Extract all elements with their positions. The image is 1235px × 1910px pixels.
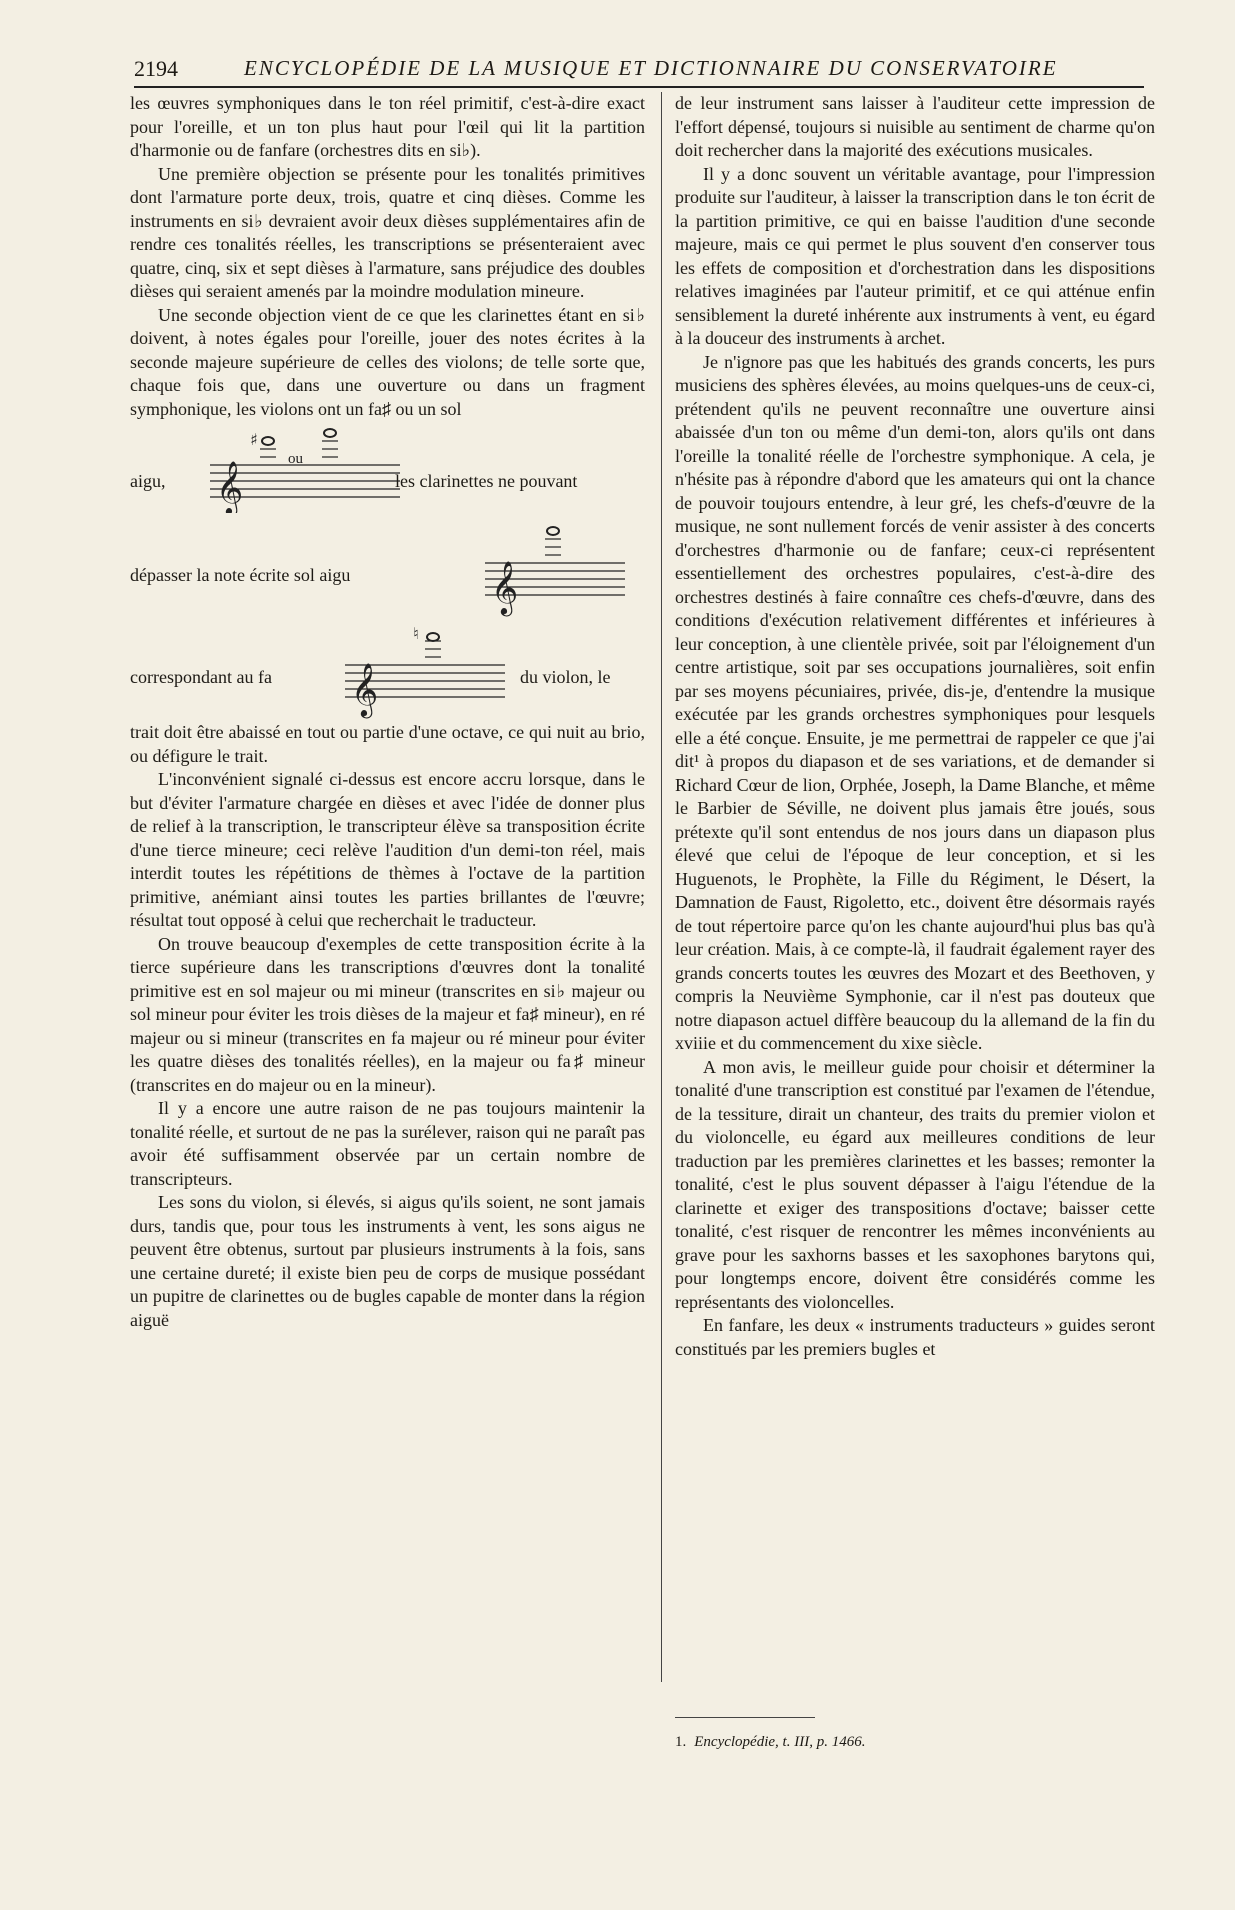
paragraph: Il y a donc souvent un véritable avantage, pour l'impression produite sur l'auditeur, à laisser la transcription dans le ton écrit de la partition primitive, ce qui en baisse l'audition d'une seconde majeure, mais ce qui permet le plus souvent d'en conserver tous les effets de composition et d'orchestration dans les dispositions relatives imaginées par l'auteur primitif, et ce qui atténue enfin sensiblement la dureté inhérente aux instruments à vent, eu égard à la douceur des instruments à archet. (675, 163, 1155, 348)
paragraph: En fanfare, les deux « instruments traducteurs » guides seront constitués par les premiers bugles et (675, 1315, 1155, 1359)
page-number: 2194 (134, 56, 178, 81)
paragraph: Je n'ignore pas que les habitués des grands concerts, les purs musiciens des sphères élevées, au moins quelques-uns de ceux-ci, prétendent qu'ils ne peuvent reconnaître une ouverture ainsi abaissée d'un ton ou même d'un demi-ton, alors qu'ils ont dans l'oreille la tonalité réelle de l'orchestre symphonique. A cela, je n'hésite pas à répondre d'abord que les amateurs qui ont la chance de pouvoir toujours entendre, à leur gré, les chefs-d'œuvre de la musique, ne sont nullement forcés de venir assister à des concerts d'orchestres d'harmonie ou de fanfare; ceux-ci représentent essentiellement des orchestres populaires, c'est-à-dire des orchestres destinés à faire connaître ces chefs-d'œuvre, dans des conditions d'exécution relativement différentes et inférieures à leur conception, à une clientèle privée, soit par l'éloignement d'un centre artistique, soit par ses occupations journalières, soit enfin par ses moyens pécuniaires, privée, dis-je, d'entendre la musique exécutée par les grands orchestres symphoniques pour lesquels elle a été conçue. Ensuite, je me permettrai de rappeler ce que j'ai dit¹ à propos du diapason et de ses variations, et de demander si Richard Cœur de lion, Orphée, Joseph, la Dame Blanche, et même le Barbier de Séville, ne doivent plus jamais être joués, sous prétexte qu'il sont entendus de nos jours dans un diapason plus élevé que celui de l'époque de leur conception, et si les Huguenots, le Prophète, la Fille du Régiment, le Désert, la Damnation de Faust, Rigoletto, etc., doivent être désormais rayés de tout répertoire parce qu'on les chante aujourd'hui plus bas qu'à leur création. Mais, à ce compte-là, il faudrait également rayer des grands concerts toutes les œuvres des Mozart et des Beethoven, y compris la Neuvième Symphonie, car il n'est pas douteux que notre diapason actuel diffère beaucoup du la allemand de la fin du xviiie et du commencement du xixe siècle. (675, 351, 1155, 1053)
paragraph: On trouve beaucoup d'exemples de cette transposition écrite à la tierce supérieure dans les transcriptions d'œuvres dont la tonalité primitive est en sol majeur ou mi mineur (transcrites en si♭ majeur ou sol mineur pour éviter les trois dièses de la majeur et fa♯ mineur), en ré majeur ou si mineur (transcrites en fa majeur ou ré mineur pour éviter les quatre dièses des tonalités réelles), en la majeur ou fa♯ mineur (transcrites en do majeur ou en la mineur). (130, 933, 645, 1095)
right-column (675, 92, 1155, 1361)
footnote-number: 1. (675, 1734, 687, 1750)
music-example-2 (130, 517, 645, 617)
music-example-1 (130, 423, 645, 515)
svg-text:♯: ♯ (250, 430, 258, 449)
footnote-rule (675, 1717, 815, 1718)
svg-text:♮: ♮ (413, 624, 419, 643)
footnote-text: Encyclopédie, t. III, p. 1466. (694, 1734, 866, 1750)
paragraph: trait doit être abaissé en tout ou partie d'une octave, ce qui nuit au brio, ou défigure le trait. (130, 722, 645, 766)
music-text: les clarinettes ne pouvant (395, 470, 578, 491)
paragraph: Une première objection se présente pour les tonalités primitives dont l'armature porte deux, trois, quatre et cinq dièses. Comme les instruments en si♭ devraient avoir deux dièses supplémentaires afin de rendre ces tonalités réelles, les transcriptions se présenteraient avec quatre, cinq, six et sept dièses à l'armature, sans préjudice des doubles dièses qui seraient amenés par la moindre modulation mineure. (130, 163, 645, 301)
treble-staff-icon (210, 423, 410, 513)
treble-staff-icon (345, 619, 515, 719)
paragraph: Une seconde objection vient de ce que les clarinettes étant en si♭ doivent, à notes égales pour l'oreille, jouer des notes écrites à la seconde majeure supérieure de celles des violons; de telle sorte que, chaque fois que, dans une ouverture ou dans un fragment symphonique, les violons ont un fa♯ ou un sol (130, 304, 645, 419)
music-example-3 (130, 619, 645, 719)
svg-text:𝄞: 𝄞 (491, 560, 519, 614)
music-or-text: ou (288, 451, 303, 467)
column-divider (661, 92, 662, 1682)
paragraph: les œuvres symphoniques dans le ton réel primitif, c'est-à-dire exact pour l'oreille, et un ton plus haut pour l'œil qui lit la partition d'harmonie ou de fanfare (orchestres dits en si♭). (130, 93, 645, 160)
paragraph: L'inconvénient signalé ci-dessus est encore accru lorsque, dans le but d'éviter l'armature chargée en dièses et avec l'idée de donner plus de relief à la transcription, le transcripteur élève sa transposition écrite d'une tierce mineure; ceci relève l'audition d'un demi-ton réel, mais interdit toutes les répétitions de thèmes à l'octave de la partition primitive, anémiant ainsi toutes les parties brillantes de l'œuvre; résultat tout opposé à celui que recherchait le traducteur. (130, 769, 645, 930)
svg-text:𝄞: 𝄞 (351, 662, 379, 716)
footnote (675, 1733, 1155, 1752)
running-head: ENCYCLOPÉDIE DE LA MUSIQUE ET DICTIONNAIRE DU CONSERVATOIRE (244, 56, 1058, 80)
music-text: aigu, (130, 470, 166, 491)
paragraph: de leur instrument sans laisser à l'auditeur cette impression de l'effort dépensé, toujours si nuisible au sentiment de charme qu'on doit rechercher dans la majorité des exécutions musicales. (675, 93, 1155, 160)
paragraph: A mon avis, le meilleur guide pour choisir et déterminer la tonalité d'une transcription est constitué par l'examen de l'étendue, de la tessiture, dirait un chanteur, des traits du premier violon et du violoncelle, eu égard aux meilleures conditions de leur traduction par les premières clarinettes et les basses; remonter la tonalité, c'est le plus souvent dépasser à l'aigu l'étendue de la clarinette et exiger des transpositions d'octave; baisser cette tonalité, c'est risquer de rencontrer les mêmes inconvénients au grave pour les saxhorns basses et les saxophones barytons qui, pour longtemps encore, doivent être considérés comme les représentants des violoncelles. (675, 1056, 1155, 1312)
music-text: dépasser la note écrite sol aigu (130, 564, 351, 585)
left-column (130, 92, 645, 1332)
paragraph: Il y a encore une autre raison de ne pas toujours maintenir la tonalité réelle, et surtout de ne pas la surélever, raison qui ne paraît pas avoir été suffisamment observée par un certain nombre de transcripteurs. (130, 1098, 645, 1189)
page-header (134, 56, 1144, 88)
music-text: correspondant au fa (130, 666, 272, 687)
svg-text:𝄞: 𝄞 (216, 460, 244, 513)
music-text: du violon, le (520, 666, 611, 687)
treble-staff-icon (485, 517, 635, 617)
paragraph: Les sons du violon, si élevés, si aigus qu'ils soient, ne sont jamais durs, tandis que, pour tous les instruments à vent, les sons aigus ne peuvent être obtenus, surtout par plusieurs instruments à la fois, sans une certaine dureté; il existe bien peu de corps de musique possédant un pupitre de clarinettes ou de bugles capable de monter dans la région aiguë (130, 1192, 645, 1330)
